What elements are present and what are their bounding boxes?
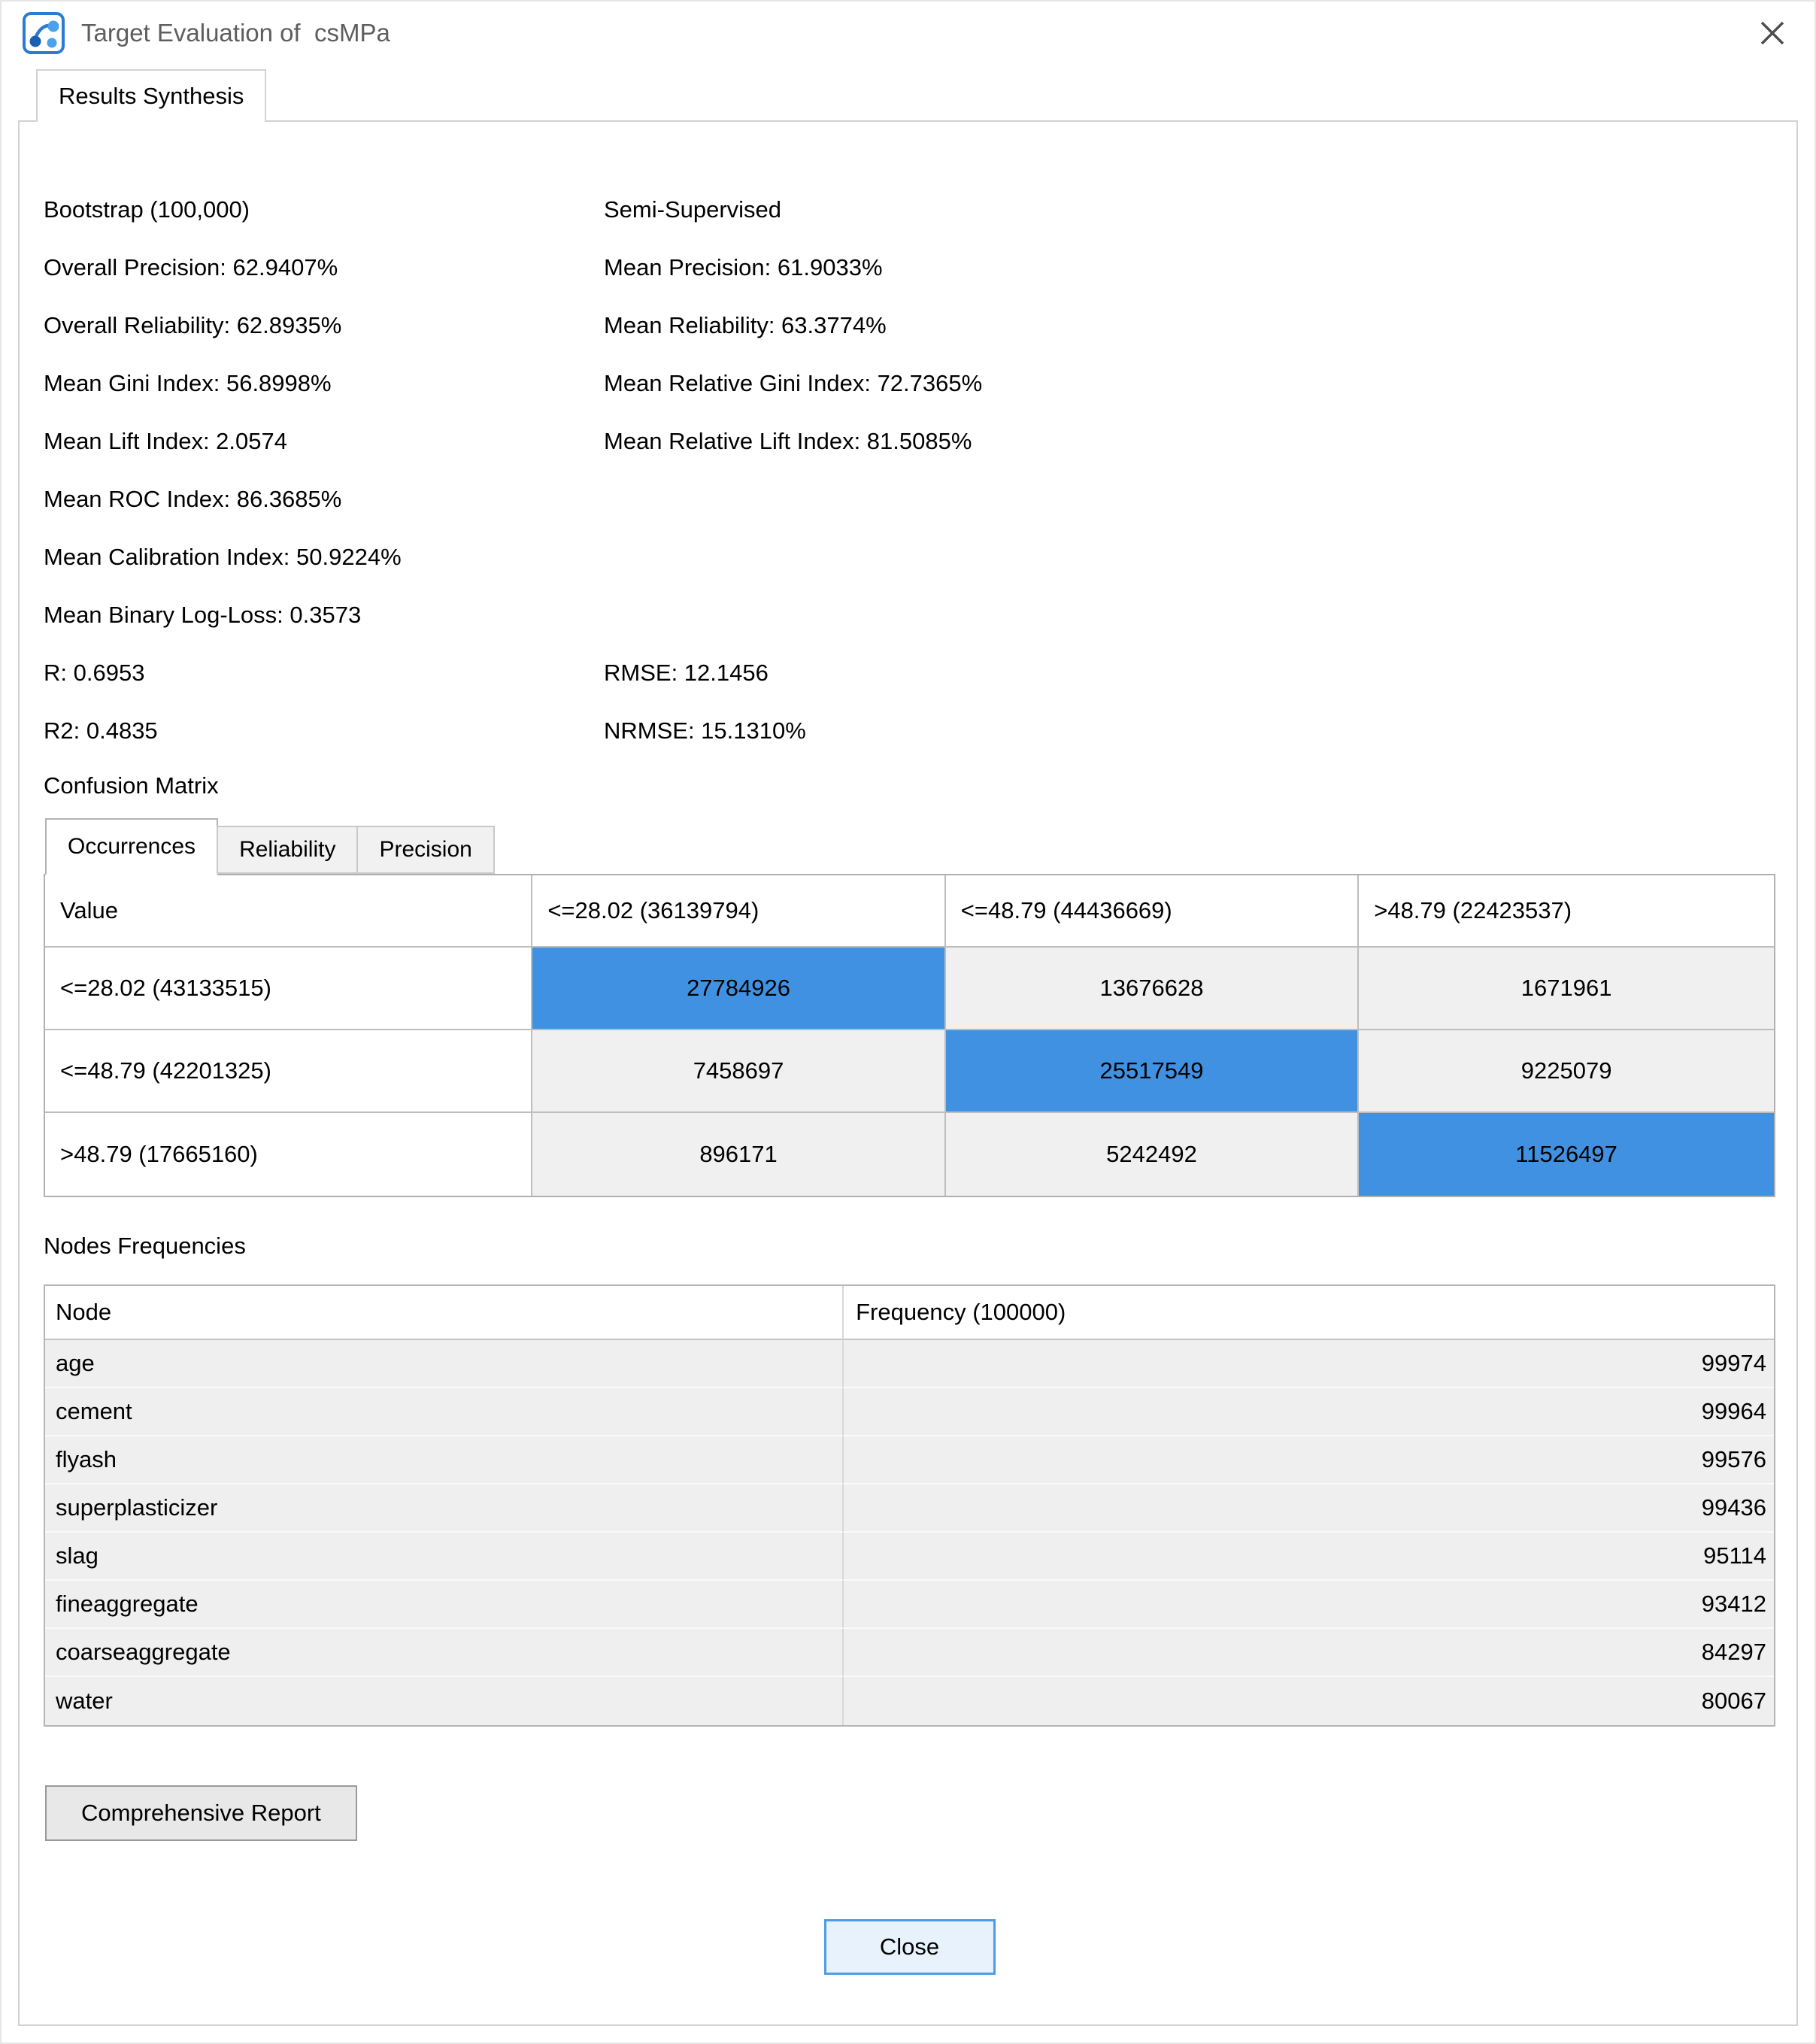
stat-r: R: 0.6953 <box>44 659 145 686</box>
stat-overall-precision: Overall Precision: 62.9407% <box>44 253 338 281</box>
nf-header-frequency: Frequency (100000) <box>844 1286 1774 1340</box>
app-icon <box>23 12 65 54</box>
cm-cell: 7458697 <box>532 1030 945 1113</box>
cm-row-label: >48.79 (17665160) <box>45 1113 532 1196</box>
nf-node: water <box>45 1677 844 1725</box>
stat-r2: R2: 0.4835 <box>44 717 158 744</box>
nf-node: superplasticizer <box>45 1484 844 1533</box>
stat-row <box>44 528 1775 586</box>
cm-cell: 27784926 <box>532 948 945 1030</box>
tab-results-synthesis[interactable] <box>36 69 266 122</box>
stat-row <box>44 470 1775 528</box>
stat-overall-reliability: Overall Reliability: 62.8935% <box>44 311 342 338</box>
nf-node: coarseaggregate <box>45 1629 844 1677</box>
nf-node: fineaggregate <box>45 1581 844 1629</box>
cm-cell: 11526497 <box>1359 1113 1774 1196</box>
stat-mean-calibration: Mean Calibration Index: 50.9224% <box>44 543 402 570</box>
nf-node: slag <box>45 1533 844 1581</box>
stat-row <box>44 586 1775 644</box>
stat-mean-relative-gini: Mean Relative Gini Index: 72.7365% <box>604 369 983 396</box>
stat-mean-gini: Mean Gini Index: 56.8998% <box>44 369 332 396</box>
cm-header-col1: <=28.02 (36139794) <box>532 875 945 948</box>
nf-frequency: 99974 <box>844 1340 1774 1388</box>
nf-node: flyash <box>45 1436 844 1484</box>
nodes-frequencies-label: Nodes Frequencies <box>44 1233 246 1259</box>
stats-section <box>44 180 1775 760</box>
stat-rmse: RMSE: 12.1456 <box>604 659 769 686</box>
nf-node: age <box>45 1340 844 1388</box>
nf-frequency: 93412 <box>844 1581 1774 1629</box>
dialog-frame <box>18 120 1798 2026</box>
nf-frequency: 99436 <box>844 1484 1774 1533</box>
nf-frequency: 99576 <box>844 1436 1774 1484</box>
dialog-content <box>20 122 1796 2024</box>
stat-mean-reliability: Mean Reliability: 63.3774% <box>604 311 887 338</box>
confusion-matrix-tabs <box>44 818 1775 874</box>
tab-precision[interactable]: Precision <box>356 826 494 874</box>
stat-row <box>44 412 1775 470</box>
stat-row <box>44 296 1775 354</box>
stat-mean-binary-log-loss: Mean Binary Log-Loss: 0.3573 <box>44 601 362 628</box>
confusion-matrix-table <box>44 874 1775 1197</box>
tab-occurrences[interactable]: Occurrences <box>45 818 218 875</box>
stat-row <box>44 354 1775 412</box>
nf-frequency: 99964 <box>844 1388 1774 1436</box>
stat-nrmse: NRMSE: 15.1310% <box>604 717 806 744</box>
nf-node: cement <box>45 1388 844 1436</box>
stat-semi-supervised: Semi-Supervised <box>604 196 782 223</box>
titlebar <box>2 2 1814 65</box>
cm-header-value: Value <box>45 875 532 948</box>
cm-cell: 9225079 <box>1359 1030 1774 1113</box>
stat-row <box>44 238 1775 296</box>
cm-row-label: <=28.02 (43133515) <box>45 948 532 1030</box>
window-title: Target Evaluation of csMPa <box>81 19 390 47</box>
stat-mean-relative-lift: Mean Relative Lift Index: 81.5085% <box>604 427 972 454</box>
nf-frequency: 95114 <box>844 1533 1774 1581</box>
stat-row <box>44 644 1775 702</box>
cm-cell: 5242492 <box>946 1113 1359 1196</box>
tab-results-synthesis-label: Results Synthesis <box>59 83 244 109</box>
cm-row-label: <=48.79 (42201325) <box>45 1030 532 1113</box>
comprehensive-report-button[interactable]: Comprehensive Report <box>45 1785 357 1841</box>
stat-row <box>44 702 1775 760</box>
stat-row <box>44 180 1775 238</box>
stat-bootstrap: Bootstrap (100,000) <box>44 196 250 223</box>
confusion-matrix-label: Confusion Matrix <box>44 772 219 799</box>
cm-cell: 13676628 <box>946 948 1359 1030</box>
close-button[interactable]: Close <box>824 1919 996 1975</box>
cm-cell: 1671961 <box>1359 948 1774 1030</box>
cm-header-col2: <=48.79 (44436669) <box>946 875 1359 948</box>
tab-reliability[interactable]: Reliability <box>217 826 358 874</box>
nf-frequency: 84297 <box>844 1629 1774 1677</box>
cm-cell: 25517549 <box>946 1030 1359 1113</box>
cm-cell: 896171 <box>532 1113 945 1196</box>
stat-mean-roc: Mean ROC Index: 86.3685% <box>44 485 342 512</box>
stat-mean-lift: Mean Lift Index: 2.0574 <box>44 427 288 454</box>
window-close-button[interactable] <box>1750 11 1795 56</box>
nodes-frequencies-table <box>44 1284 1775 1727</box>
stat-mean-precision: Mean Precision: 61.9033% <box>604 253 883 281</box>
close-button-row <box>44 1919 1775 1975</box>
nf-frequency: 80067 <box>844 1677 1774 1725</box>
nf-header-node: Node <box>45 1286 844 1340</box>
cm-header-col3: >48.79 (22423537) <box>1359 875 1774 948</box>
